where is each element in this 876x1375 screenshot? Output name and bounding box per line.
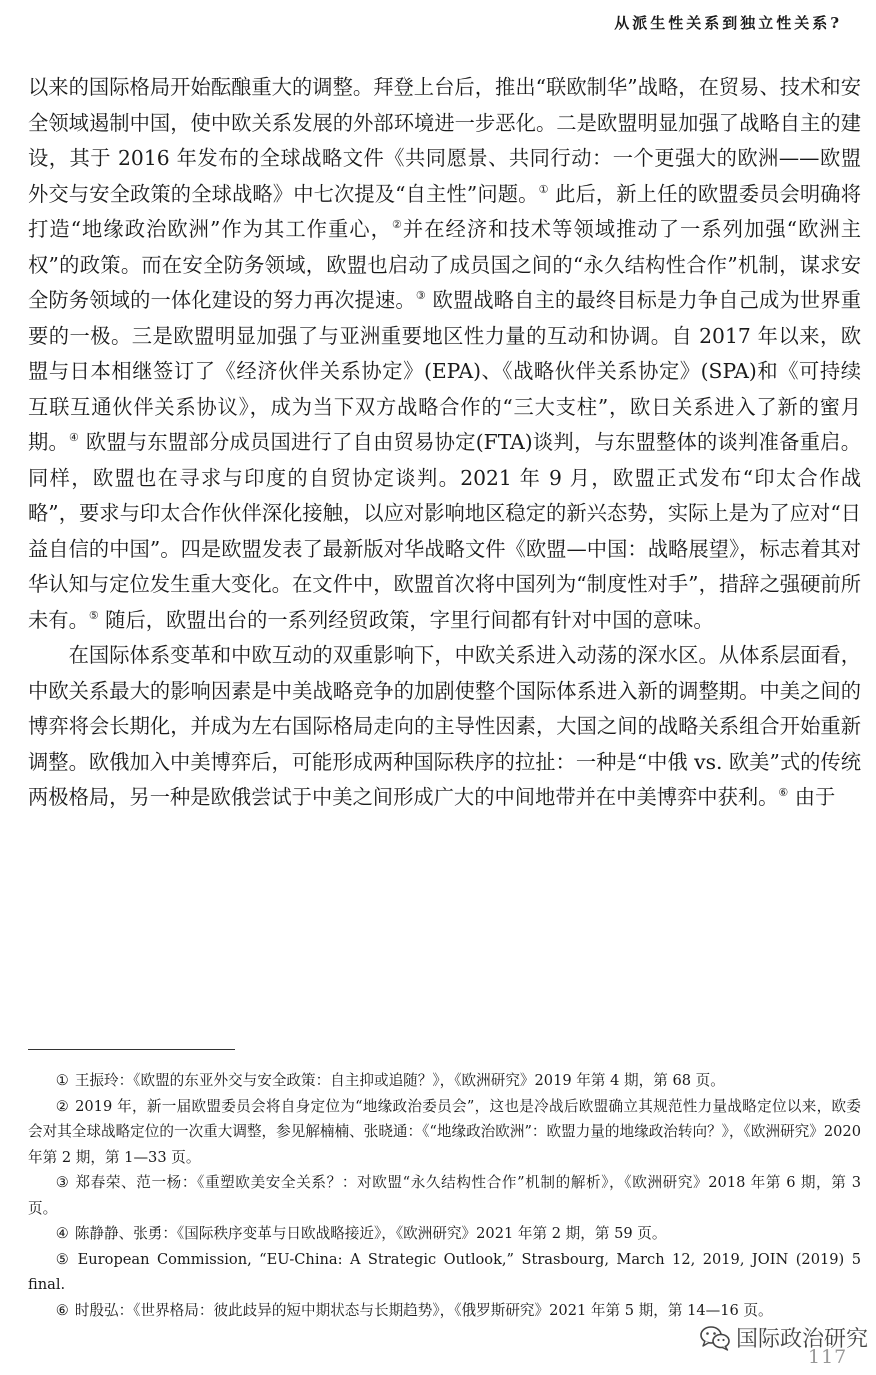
footnote-text: 陈静静、张勇：《国际秩序变革与日欧战略接近》，《欧洲研究》2021 年第 2 期，第 59 页。 xyxy=(74,1225,667,1242)
footnote-2 xyxy=(28,1094,861,1171)
footnote-mark: ⑥ xyxy=(55,1301,69,1319)
footnote-mark: ① xyxy=(55,1072,69,1089)
paragraph-text: 随后，欧盟出台的一系列经贸政策，字里行间都有针对中国的意味。 xyxy=(98,607,714,632)
footnote-ref-6[interactable]: ⑥ xyxy=(778,786,789,799)
footnote-ref-5[interactable]: ⑤ xyxy=(88,608,99,622)
footnote-ref-1[interactable]: ① xyxy=(538,182,549,196)
paragraph-1 xyxy=(28,70,861,638)
footnotes xyxy=(28,1068,861,1323)
watermark-text: 国际政治研究 xyxy=(736,1327,869,1352)
footnote-text: 王振玲：《欧盟的东亚外交与安全政策：自主抑或追随？》，《欧洲研究》2019 年第 4 期，第 68 页。 xyxy=(74,1072,725,1089)
footnote-ref-2[interactable]: ② xyxy=(391,218,403,231)
footnote-5 xyxy=(28,1247,861,1298)
paragraph-text: 并在经济和技术等领域推动了一系列加强“欧洲主权”的政策。而在安全防务领域，欧盟也启动了成员国之间的“永久结构性合作”机制，谋求安全防务领域的一体化建设的努力再次提速。 xyxy=(28,217,861,312)
footnote-ref-4[interactable]: ④ xyxy=(69,431,80,444)
paragraph-text: 欧盟战略自主的最终目标是力争自己成为世界重要的一极。三是欧盟明显加强了与亚洲重要地区性力量的互动和协调。自 2017 年以来，欧盟与日本相继签订了《经济伙伴关系协定》(EPA)、《战略伙伴关系协定》(SPA)和《可持续互联互通伙伴关系协议》，成为当下双方战略合作的“三大支柱”，欧日关系进入了新的蜜月期。 xyxy=(28,288,861,454)
footnote-3 xyxy=(28,1170,861,1221)
paragraph-text: 在国际体系变革和中欧互动的双重影响下，中欧关系进入动荡的深水区。从体系层面看，中欧关系最大的影响因素是中美战略竞争的加剧使整个国际体系进入新的调整期。中美之间的博弈将会长期化，并成为左右国际格局走向的主导性因素，大国之间的战略关系组合开始重新调整。欧俄加入中美博弈后，可能形成两种国际秩序的拉扯：一种是“中俄 vs. 欧美”式的传统两极格局，另一种是欧俄尝试于中美之间形成广大的中间地带并在中美博弈中获利。 xyxy=(28,643,861,809)
footnote-text: European Commission, “EU-China: A Strategic Outlook,” Strasbourg, March 12, 2019, JOIN (2019) 5 final. xyxy=(28,1250,861,1293)
footnote-divider xyxy=(28,1049,235,1050)
paragraph-2 xyxy=(28,638,861,816)
wechat-watermark xyxy=(700,1322,868,1353)
page-number: 117 xyxy=(808,1346,848,1368)
wechat-icon xyxy=(700,1325,730,1351)
paragraph-text: 以来的国际格局开始酝酿重大的调整。拜登上台后，推出“联欧制华”战略，在贸易、技术和安全领域遏制中国，使中欧关系发展的外部环境进一步恶化。二是欧盟明显加强了战略自主的建设，其于 2016 年发布的全球战略文件《共同愿景、共同行动：一个更强大的欧洲——欧盟外交与安全政策的全球战略》中七次提及“自主性”问题。 xyxy=(28,75,861,206)
paragraph-text: 由于 xyxy=(788,785,836,809)
paragraph-text: 此后，新上任的欧盟委员会明确将打造“地缘政治欧洲”作为其工作重心， xyxy=(28,181,861,241)
footnote-4 xyxy=(28,1221,861,1247)
footnote-mark: ③ xyxy=(55,1174,70,1191)
footnote-mark: ⑤ xyxy=(55,1250,72,1268)
footnote-text: 郑春荣、范一杨：《重塑欧美安全关系？：对欧盟“永久结构性合作”机制的解析》，《欧洲研究》2018 年第 6 期，第 3 页。 xyxy=(28,1174,861,1217)
footnote-6 xyxy=(28,1298,861,1324)
footnote-1 xyxy=(28,1068,861,1094)
running-head: 从派生性关系到独立性关系? xyxy=(614,14,842,32)
footnote-text: 时殷弘：《世界格局：彼此歧异的短中期状态与长期趋势》，《俄罗斯研究》2021 年第 5 期，第 14—16 页。 xyxy=(74,1301,773,1319)
footnote-mark: ④ xyxy=(55,1225,69,1242)
paragraph-text: 欧盟与东盟部分成员国进行了自由贸易协定(FTA)谈判，与东盟整体的谈判准备重启。同样，欧盟也在寻求与印度的自贸协定谈判。2021 年 9 月，欧盟正式发布“印太合作战略”，要求与印太合作伙伴深化接触，以应对影响地区稳定的新兴态势，实际上是为了应对“日益自信的中国”。四是欧盟发表了最新版对华战略文件《欧盟—中国：战略展望》，标志着其对华认知与定位发生重大变化。在文件中，欧盟首次将中国列为“制度性对手”，措辞之强硬前所未有。 xyxy=(28,430,861,632)
footnote-mark: ② xyxy=(55,1097,70,1115)
body-text xyxy=(28,70,861,816)
footnote-text: 2019 年，新一届欧盟委员会将自身定位为“地缘政治委员会”，这也是冷战后欧盟确立其规范性力量战略定位以来，欧委会对其全球战略定位的一次重大调整，参见解楠楠、张晓通：《“地缘政治欧洲”：欧盟力量的地缘政治转向？》，《欧洲研究》2020 年第 2 期，第 1—33 页。 xyxy=(28,1097,861,1166)
footnote-ref-3[interactable]: ③ xyxy=(415,289,426,302)
